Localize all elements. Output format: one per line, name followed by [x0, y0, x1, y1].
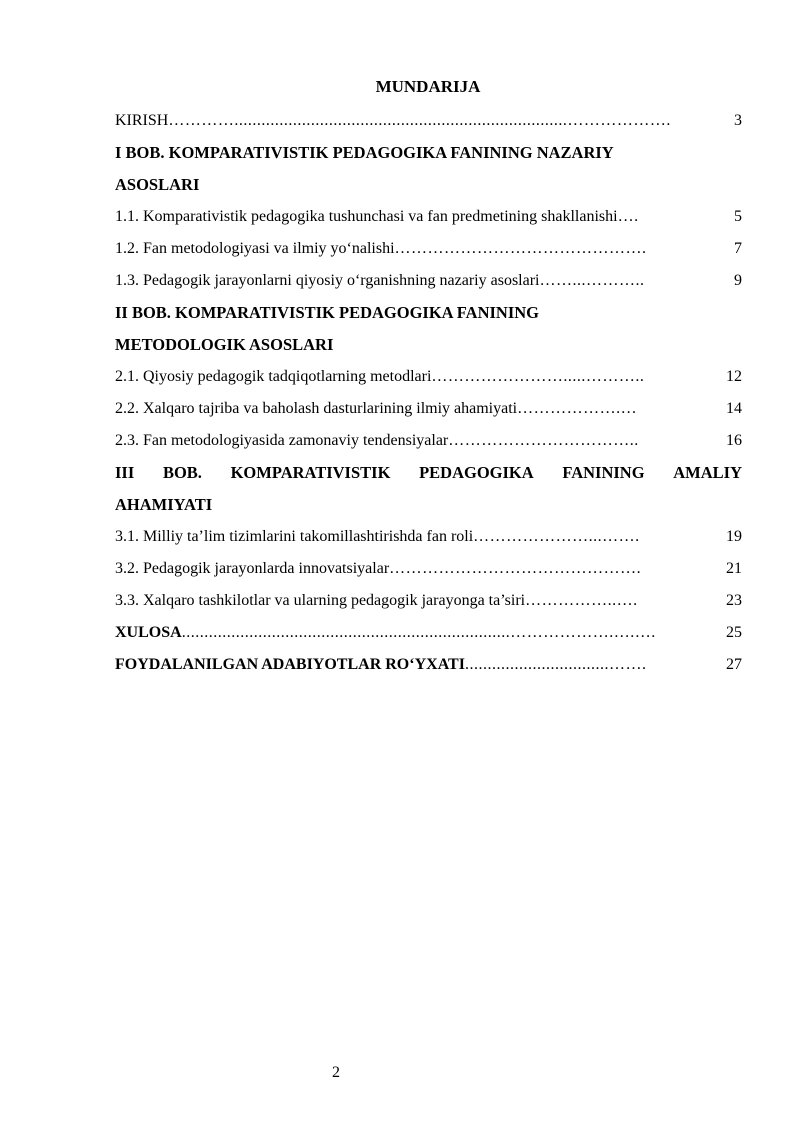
- toc-leader: ….: [617, 208, 639, 225]
- toc-page-number: 12: [726, 368, 742, 385]
- toc-page-number: 21: [726, 560, 742, 577]
- heading-word: III: [115, 463, 135, 482]
- toc-page-number: 7: [734, 240, 742, 257]
- toc-leader: …………………...…….: [473, 528, 640, 545]
- page-title: MUNDARIJA: [375, 77, 481, 96]
- toc-entry-kirish[interactable]: [115, 108, 742, 140]
- toc-page-number: 16: [726, 432, 742, 449]
- toc-entry-adabiyotlar[interactable]: [115, 652, 742, 684]
- toc-entry-text: 3.2. Pedagogik jarayonlarda innovatsiyalar: [115, 560, 390, 577]
- chapter-1-heading-line2[interactable]: ASOSLARI: [115, 175, 200, 194]
- toc-entry-text: 2.2. Xalqaro tajriba va baholash dasturlarining ilmiy ahamiyati: [115, 400, 518, 417]
- toc-leader: ……………………………………….: [394, 240, 647, 257]
- toc-entry-text: 1.1. Komparativistik pedagogika tushunchasi va fan predmetining shakllanishi: [115, 208, 618, 225]
- heading-word: AMALIY: [673, 463, 742, 482]
- toc-entry-text: KIRISH: [115, 112, 169, 129]
- toc-entry-1-1[interactable]: [115, 204, 742, 236]
- chapter-1-heading-line1[interactable]: I BOB. KOMPARATIVISTIK PEDAGOGIKA FANINING NAZARIY: [115, 143, 614, 162]
- toc-leader: …………..........................................................................……………….: [168, 112, 671, 129]
- chapter-3-heading-line2[interactable]: AHAMIYATI: [115, 495, 213, 514]
- heading-word: BOB.: [162, 463, 202, 482]
- toc-entry-2-1[interactable]: [115, 364, 742, 396]
- toc-leader: ……...………..: [539, 272, 645, 289]
- toc-entry-text: 3.3. Xalqaro tashkilotlar va ularning pedagogik jarayonga ta’siri: [115, 592, 526, 609]
- toc-page-number: 25: [726, 624, 742, 641]
- chapter-2-heading-line1[interactable]: II BOB. KOMPARATIVISTIK PEDAGOGIKA FANINING: [115, 303, 540, 322]
- toc-leader: ……………………………………….: [389, 560, 642, 577]
- table-of-contents: [115, 108, 742, 684]
- toc-entry-1-2[interactable]: [115, 236, 742, 268]
- toc-entry-3-2[interactable]: [115, 556, 742, 588]
- page-number: 2: [332, 1064, 340, 1081]
- toc-entry-text: 3.1. Milliy ta’lim tizimlarini takomillashtirishda fan roli: [115, 528, 474, 545]
- heading-word: FANINING: [562, 463, 645, 482]
- toc-leader: ................................…….: [464, 656, 647, 673]
- heading-word: KOMPARATIVISTIK: [230, 463, 391, 482]
- toc-page-number: 3: [734, 112, 742, 129]
- toc-entry-1-3[interactable]: [115, 268, 742, 300]
- toc-entry-2-3[interactable]: [115, 428, 742, 460]
- toc-entry-text: FOYDALANILGAN ADABIYOTLAR RO‘YXATI: [115, 656, 465, 673]
- toc-entry-3-3[interactable]: [115, 588, 742, 620]
- toc-leader: ……………….…: [517, 400, 638, 417]
- toc-entry-2-2[interactable]: [115, 396, 742, 428]
- toc-entry-xulosa[interactable]: [115, 620, 742, 652]
- toc-leader: …………………….....………..: [431, 368, 645, 385]
- toc-entry-text: XULOSA: [115, 624, 182, 641]
- toc-leader: ……………..….: [525, 592, 638, 609]
- toc-entry-text: 1.2. Fan metodologiyasi va ilmiy yo‘nalishi: [115, 240, 395, 257]
- toc-leader: ……………………………..: [448, 432, 639, 449]
- toc-entry-3-1[interactable]: [115, 524, 742, 556]
- heading-word: PEDAGOGIKA: [419, 463, 534, 482]
- toc-page-number: 19: [726, 528, 742, 545]
- toc-page-number: 27: [726, 656, 742, 673]
- toc-page-number: 5: [734, 208, 742, 225]
- toc-leader: .........................................................................……………….….….: [181, 624, 656, 641]
- toc-entry-text: 1.3. Pedagogik jarayonlarni qiyosiy o‘rganishning nazariy asoslari: [115, 272, 540, 289]
- chapter-3-heading-line1[interactable]: [115, 460, 742, 492]
- toc-entry-text: 2.1. Qiyosiy pedagogik tadqiqotlarning metodlari: [115, 368, 432, 385]
- toc-page-number: 14: [726, 400, 742, 417]
- toc-entry-text: 2.3. Fan metodologiyasida zamonaviy tendensiyalar: [115, 432, 449, 449]
- chapter-2-heading-line2[interactable]: METODOLOGIK ASOSLARI: [115, 335, 334, 354]
- toc-page-number: 23: [726, 592, 742, 609]
- toc-page-number: 9: [734, 272, 742, 289]
